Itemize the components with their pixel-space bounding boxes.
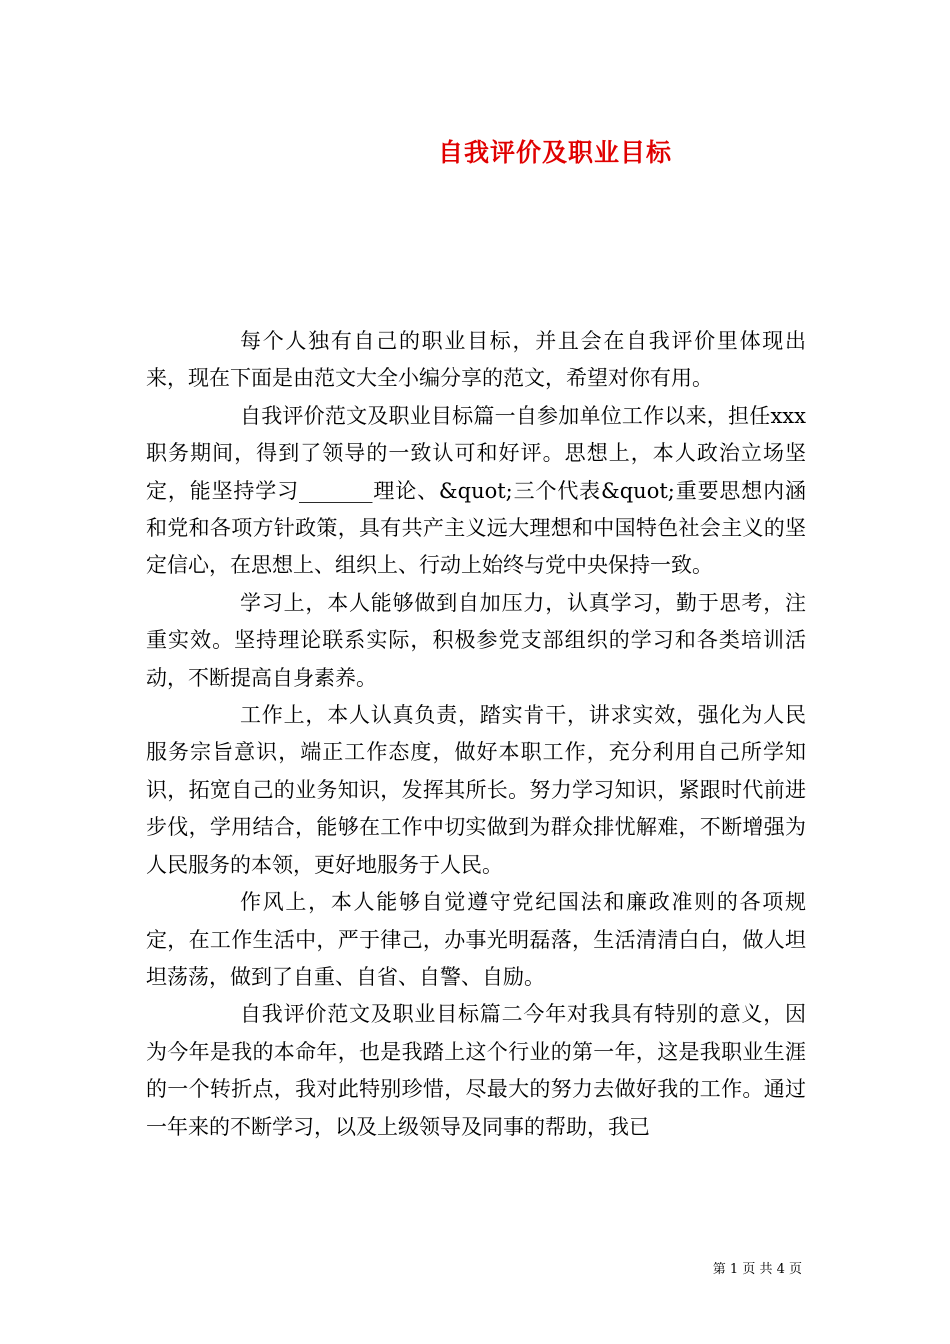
paragraph-conduct: 作风上，本人能够自觉遵守党纪国法和廉政准则的各项规定，在工作生活中，严于律己，办事光明磊落，生活清清白白，做人坦坦荡荡，做到了自重、自省、自警、自励。	[146, 890, 806, 989]
document-body	[146, 323, 806, 1146]
document-title: 自我评价及职业目标	[437, 138, 672, 167]
paragraph-sample-two: 自我评价范文及职业目标篇二今年对我具有特别的意义，因为今年是我的本命年，也是我踏上这个行业的第一年，这是我职业生涯的一个转折点，我对此特别珍惜，尽最大的努力去做好我的工作。通过一年来的不断学习，以及上级领导及同事的帮助，我已	[146, 1002, 806, 1139]
paragraph-sample-one: 自我评价范文及职业目标篇一自参加单位工作以来，担任xxx职务期间，得到了领导的一致认可和好评。思想上，本人政治立场坚定，能坚持学习_______理论、&quot;三个代表&quot;重要思想内涵和党和各项方针政策，具有共产主义远大理想和中国特色社会主义的坚定信心，在思想上、组织上、行动上始终与党中央保持一致。	[146, 403, 806, 578]
paragraph-intro: 每个人独有自己的职业目标，并且会在自我评价里体现出来，现在下面是由范文大全小编分享的范文，希望对你有用。	[146, 329, 806, 391]
paragraph-study: 学习上，本人能够做到自加压力，认真学习，勤于思考，注重实效。坚持理论联系实际，积极参党支部组织的学习和各类培训活动，不断提高自身素养。	[146, 590, 806, 690]
paragraph-work: 工作上，本人认真负责，踏实肯干，讲求实效，强化为人民服务宗旨意识，端正工作态度，做好本职工作，充分利用自己所学知识，拓宽自己的业务知识，发挥其所长。努力学习知识，紧跟时代前进步伐，学用结合，能够在工作中切实做到为群众排忧解难，不断增强为人民服务的本领，更好地服务于人民。	[146, 703, 806, 877]
page-number-footer: 第 1 页 共 4 页	[712, 1262, 802, 1277]
